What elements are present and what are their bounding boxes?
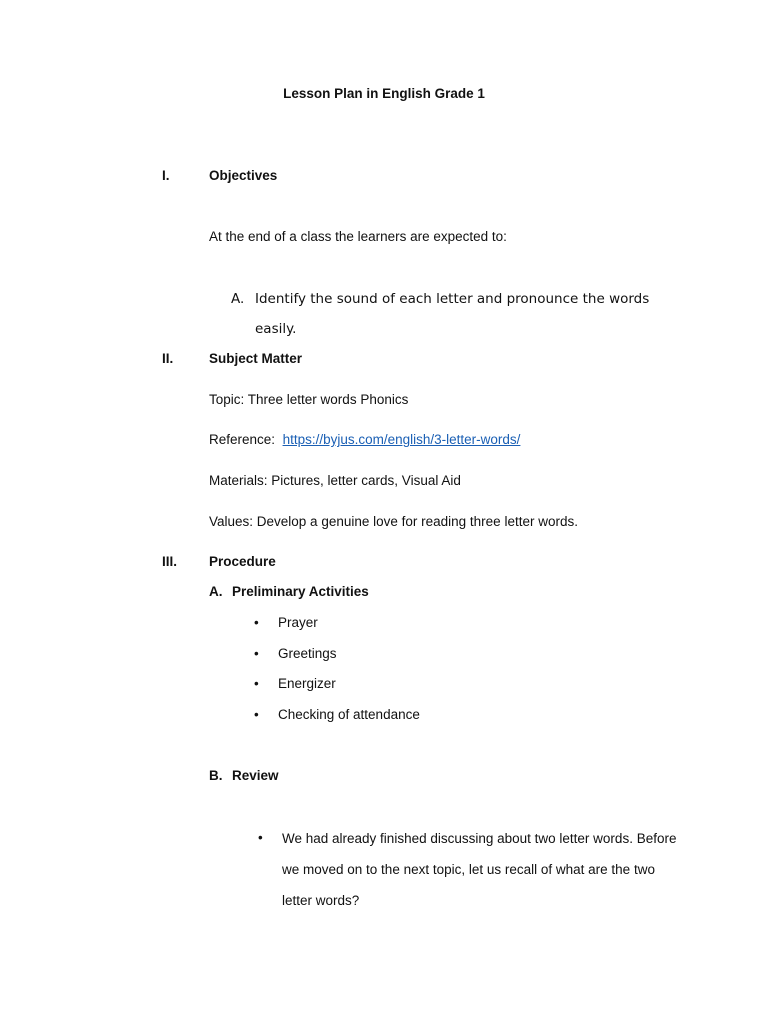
section-heading-subject-matter: Subject Matter (209, 351, 303, 366)
subsection-heading-review: Review (232, 768, 279, 783)
list-item: Greetings (278, 646, 337, 661)
objective-text: Identify the sound of each letter and pronounce the words easily. (255, 291, 650, 337)
objectives-intro: At the end of a class the learners are expected to: (209, 229, 507, 244)
section-numeral-procedure: III. (162, 554, 178, 569)
bullet-dot-icon: • (254, 646, 259, 661)
subject-reference (209, 432, 520, 447)
bullet-dot-icon: • (258, 830, 263, 845)
list-item: Energizer (278, 676, 336, 691)
subject-topic: Topic: Three letter words Phonics (209, 392, 409, 407)
reference-label: Reference: (209, 432, 276, 447)
objective-item (231, 284, 671, 344)
section-numeral-objectives: I. (162, 168, 170, 183)
subsection-marker-review: B. (209, 768, 223, 783)
review-item: We had already finished discussing about two letter words. Before we moved on to the next topic, let us recall of what are the two letter words? (282, 831, 677, 908)
reference-link[interactable]: https://byjus.com/english/3-letter-words/ (282, 432, 521, 447)
section-heading-objectives: Objectives (209, 168, 278, 183)
subsection-heading-preliminary: Preliminary Activities (232, 584, 369, 599)
bullet-dot-icon: • (254, 707, 259, 722)
list-item: Checking of attendance (278, 707, 420, 722)
subject-materials: Materials: Pictures, letter cards, Visual Aid (209, 473, 461, 488)
list-item: Prayer (278, 615, 318, 630)
section-numeral-subject-matter: II. (162, 351, 174, 366)
objective-marker: A. (231, 291, 245, 307)
subsection-marker-preliminary: A. (209, 584, 223, 599)
bullet-dot-icon: • (254, 676, 259, 691)
subject-values: Values: Develop a genuine love for reading three letter words. (209, 514, 578, 529)
bullet-dot-icon: • (254, 615, 259, 630)
document-title: Lesson Plan in English Grade 1 (283, 86, 485, 101)
section-heading-procedure: Procedure (209, 554, 276, 569)
